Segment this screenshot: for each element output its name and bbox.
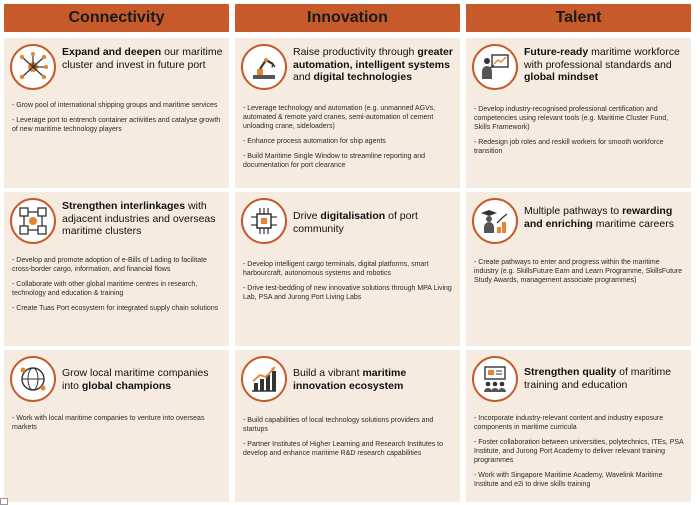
card-title-segment: maritime careers	[592, 217, 674, 230]
card-title	[62, 367, 223, 392]
card-innovation-ecosystem	[235, 350, 460, 502]
card-bullets	[243, 260, 454, 308]
card-expand-cluster	[4, 38, 229, 188]
graduate-career-icon	[472, 198, 518, 244]
card-interlinkages	[4, 192, 229, 346]
card-title-segment: rewarding and enriching	[524, 205, 673, 230]
bullet-item: - Grow pool of international shipping groups and maritime services	[12, 102, 218, 109]
card-training-quality	[466, 350, 691, 502]
card-title	[293, 367, 454, 392]
bullet-item: - Work with local maritime companies to venture into overseas markets	[12, 415, 205, 431]
card-title	[62, 200, 223, 238]
presenter-board-icon	[472, 44, 518, 90]
growth-chart-icon	[241, 356, 287, 402]
card-bullets	[474, 414, 685, 495]
column-innovation	[235, 4, 460, 457]
bullet-item: - Build Maritime Single Window to streamline reporting and documentation for port clearance	[243, 153, 426, 169]
card-title-segment: of port community	[293, 210, 418, 235]
bullet-item: - Collaborate with other global maritime centres in research, technology and education & training	[12, 281, 198, 297]
bullet-item: - Incorporate industry-relevant content and industry exposure components in maritime curricula	[474, 415, 664, 431]
page-corner-mark	[0, 498, 8, 505]
bullet-item: - Develop intelligent cargo terminals, digital platforms, smart harbourcraft, autonomous systems and robotics	[243, 261, 429, 277]
robot-arm-icon	[241, 44, 287, 90]
bullet-item: - Develop industry-recognised professional certification and competencies using relevant tools (e.g. Maritime Cluster Fund, Skills Framework)	[474, 106, 669, 131]
card-title-segment: Drive	[293, 210, 321, 222]
card-title	[524, 366, 685, 391]
bullet-item: - Work with Singapore Maritime Academy, Wavelink Maritime Institute and e2i to drive skills training	[474, 472, 663, 488]
column-header: Connectivity	[4, 4, 229, 32]
card-title-segment: Build a vibrant	[293, 367, 363, 379]
card-title-segment: global champions	[81, 379, 172, 392]
card-title	[62, 46, 223, 71]
card-bullets	[474, 105, 685, 162]
card-title-segment: our maritime cluster and invest in future port	[62, 46, 223, 71]
card-bullets	[474, 258, 685, 291]
digital-chip-icon	[241, 198, 287, 244]
bullet-item: - Leverage technology and automation (e.g. unmanned AGVs, automated & remote yard cranes, semi-automation of cement unloading crane, sideloaders)	[243, 105, 436, 130]
card-title	[524, 46, 685, 84]
card-title-segment: and	[293, 71, 314, 83]
card-bullets	[243, 104, 454, 176]
training-classroom-icon	[472, 356, 518, 402]
bullet-item: - Partner Institutes of Higher Learning and Research Institutes to develop and enhance maritime R&D research capabilities	[243, 441, 443, 457]
card-title-segment: global mindset	[524, 71, 599, 83]
bullet-item: - Build capabilities of local technology solutions providers and startups	[243, 417, 434, 433]
card-title-segment: Future-ready	[524, 46, 589, 58]
bullet-item: - Create pathways to enter and progress within the maritime industry (e.g. SkillsFuture Earn and Learn Programme, SkillsFuture Study Awards, management associate programmes)	[474, 259, 683, 284]
card-title-segment: greater automation, intelligent systems	[293, 46, 453, 71]
card-title-segment: Multiple pathways to	[524, 205, 623, 217]
card-title-segment: of maritime training and education	[524, 366, 672, 391]
card-title	[293, 210, 454, 235]
column-talent	[466, 4, 691, 488]
globe-people-icon	[10, 356, 56, 402]
card-bullets	[243, 416, 454, 464]
card-title-segment: Strengthen interlinkages	[62, 200, 186, 212]
bullet-item: - Drive test-bedding of new innovative solutions through MPA Living Lab, PSA and Jurong Port Living Labs	[243, 285, 452, 301]
card-title-segment: Grow local maritime companies into	[62, 367, 209, 392]
card-title-segment: maritime workforce with professional standards and	[524, 46, 680, 71]
card-title-segment: digitalisation	[320, 210, 386, 222]
interlinked-nodes-icon	[10, 198, 56, 244]
card-title	[524, 205, 685, 230]
bullet-item: - Create Tuas Port ecosystem for integrated supply chain solutions	[12, 305, 219, 312]
bullet-item: - Leverage port to entrench container activities and catalyse growth of new maritime technology players	[12, 117, 221, 133]
card-title-segment: digital technologies	[313, 71, 413, 83]
card-digitalisation	[235, 192, 460, 346]
card-title-segment: Raise productivity through	[293, 46, 418, 58]
bullet-item: - Redesign job roles and reskill workers for smooth workforce transition	[474, 139, 664, 155]
column-header: Innovation	[235, 4, 460, 32]
card-global-champions	[4, 350, 229, 502]
card-future-ready	[466, 38, 691, 188]
network-hub-icon	[10, 44, 56, 90]
card-title-segment: maritime innovation ecosystem	[293, 367, 407, 392]
column-header: Talent	[466, 4, 691, 32]
card-bullets	[12, 256, 223, 319]
card-title-segment: Strengthen quality	[524, 366, 617, 378]
card-title	[293, 46, 454, 84]
card-productivity	[235, 38, 460, 188]
card-bullets	[12, 101, 223, 140]
card-bullets	[12, 414, 223, 438]
bullet-item: - Develop and promote adoption of e-Bills of Lading to facilitate cross-border cargo, information, and financial flows	[12, 257, 207, 273]
column-connectivity	[4, 4, 229, 431]
card-career-pathways	[466, 192, 691, 346]
bullet-item: - Enhance process automation for ship agents	[243, 138, 386, 145]
bullet-item: - Foster collaboration between universities, polytechnics, ITEs, PSA Institute, and Jurong Port Academy to deliver relevant training programmes	[474, 439, 684, 464]
card-title-segment: Expand and deepen	[62, 46, 162, 58]
card-title-segment: with adjacent industries and overseas maritime clusters	[62, 200, 216, 237]
